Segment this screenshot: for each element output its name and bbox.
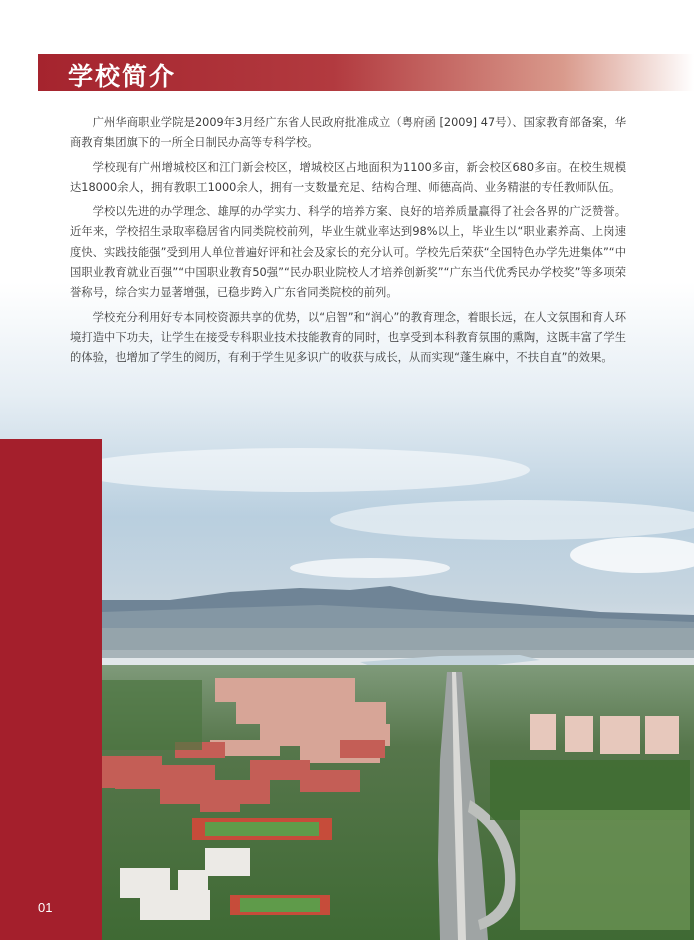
paragraph-philosophy: 学校充分利用好专本同校资源共享的优势，以“启智”和“润心”的教育理念，着眼长远，在人文氛围和育人环境打造中下功夫，让学生在接受专科职业技术技能教育的同时，也享受到本科教育氛围的熏陶，这既丰富了学生的体验，也增加了学生的阅历，有利于学生见多识广的收获与成长，从而实现“蓬生麻中，不扶自直”的效果。 xyxy=(70,310,626,365)
introduction-text xyxy=(70,113,626,373)
page-title: 学校简介 xyxy=(68,62,177,91)
paragraph-achievements: 学校以先进的办学理念、雄厚的办学实力、科学的培养方案、良好的培养质量赢得了社会各界的广泛赞誉。近年来，学校招生录取率稳居省内同类院校前列，毕业生就业率达到98%以上，毕业生以“职业素养高、上岗速度快、实践技能强”受到用人单位普遍好评和社会及家长的充分认可。学校先后荣获“全国特色办学先进集体”“中国职业教育就业百强”“中国职业教育50强”“民办职业院校人才培养创新奖”“广东当代优秀民办学校奖”等多项荣誉称号，综合实力显著增强，已稳步跨入广东省同类院校的前列。 xyxy=(70,205,626,300)
page-number: 01 xyxy=(38,900,53,915)
paragraph-founding: 广州华商职业学院是2009年3月经广东省人民政府批准成立（粤府函 [2009] 47号）、国家教育部备案，华商教育集团旗下的一所全日制民办高等专科学校。 xyxy=(70,116,626,150)
section-title-band xyxy=(38,54,694,91)
decorative-side-bar xyxy=(0,439,102,940)
paragraph-campuses: 学校现有广州增城校区和江门新会校区，增城校区占地面积为1100多亩，新会校区680多亩。在校生规模达18000余人，拥有教职工1000余人，拥有一支数量充足、结构合理、师德高尚、业务精湛的专任教师队伍。 xyxy=(70,160,626,194)
